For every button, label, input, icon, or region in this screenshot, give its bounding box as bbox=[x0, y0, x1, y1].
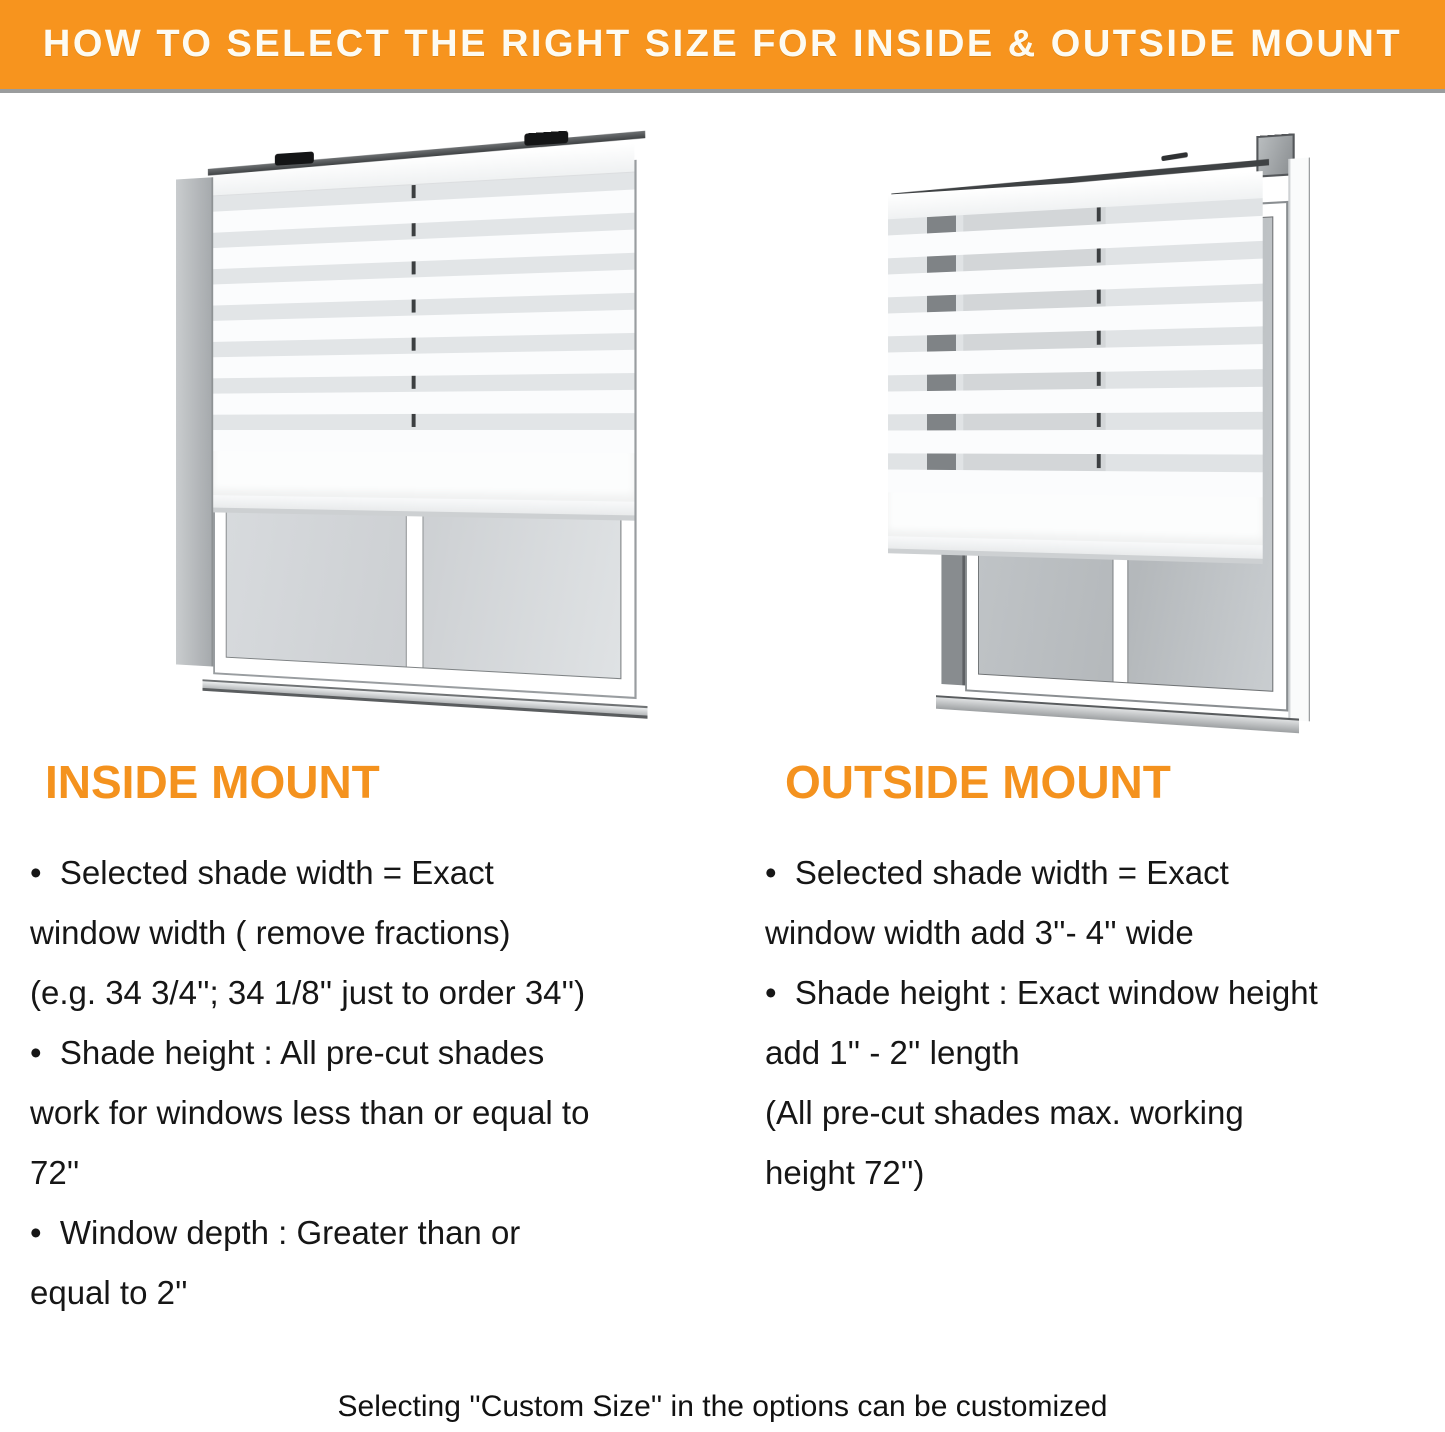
bullet-line: • Shade height : All pre-cut shades bbox=[30, 1034, 545, 1071]
bullet-line: height 72'') bbox=[765, 1154, 925, 1191]
bullet-line: • Shade height : Exact window height bbox=[765, 974, 1318, 1011]
bullet-line: (e.g. 34 3/4''; 34 1/8'' just to order 34'') bbox=[30, 974, 586, 1011]
blind-bottom-stack bbox=[213, 451, 634, 502]
bullet-line: equal to 2'' bbox=[30, 1274, 188, 1311]
bullet-line: work for windows less than or equal to bbox=[30, 1094, 590, 1131]
bullet-line: (All pre-cut shades max. working bbox=[765, 1094, 1244, 1131]
outside-mount-window-scene bbox=[888, 132, 1310, 749]
window-left-jamb bbox=[176, 177, 213, 666]
custom-size-note: Selecting ''Custom Size'' in the options can be customized bbox=[337, 1390, 1108, 1423]
mullion-seen-through-sheer bbox=[412, 185, 416, 452]
window-right-casing bbox=[1288, 158, 1310, 722]
bullet-line: add 1'' - 2'' length bbox=[765, 1034, 1020, 1071]
bullet-line: • Window depth : Greater than or bbox=[30, 1214, 521, 1251]
bullet-line: window width add 3''- 4'' wide bbox=[765, 914, 1194, 951]
inside-mount-text bbox=[30, 843, 720, 1323]
bullet-line: • Selected shade width = Exact bbox=[765, 854, 1229, 891]
wall-screw-mark bbox=[1161, 152, 1188, 161]
page-title: HOW TO SELECT THE RIGHT SIZE FOR INSIDE & OUTSIDE MOUNT bbox=[42, 23, 1403, 65]
header-banner bbox=[0, 0, 1445, 93]
bullet-line: 72'' bbox=[30, 1154, 80, 1191]
mullion-seen-through-sheer bbox=[1097, 207, 1101, 495]
mounting-bracket bbox=[275, 151, 314, 165]
zebra-blind bbox=[213, 143, 634, 526]
zebra-blind bbox=[888, 171, 1263, 571]
bullet-line: window width ( remove fractions) bbox=[30, 914, 511, 951]
inside-mount-illustration bbox=[158, 148, 636, 713]
glass-seen-through-sheer bbox=[963, 207, 1105, 495]
bullet-line: • Selected shade width = Exact bbox=[30, 854, 494, 891]
outside-mount-illustration bbox=[872, 148, 1304, 733]
outside-mount-heading: OUTSIDE MOUNT bbox=[785, 756, 1171, 808]
outside-mount-text bbox=[765, 843, 1445, 1203]
inside-mount-window-scene bbox=[176, 132, 643, 729]
inside-mount-heading: INSIDE MOUNT bbox=[45, 756, 380, 808]
blind-slats bbox=[213, 173, 634, 454]
jamb-seen-through-sheer bbox=[927, 215, 956, 493]
